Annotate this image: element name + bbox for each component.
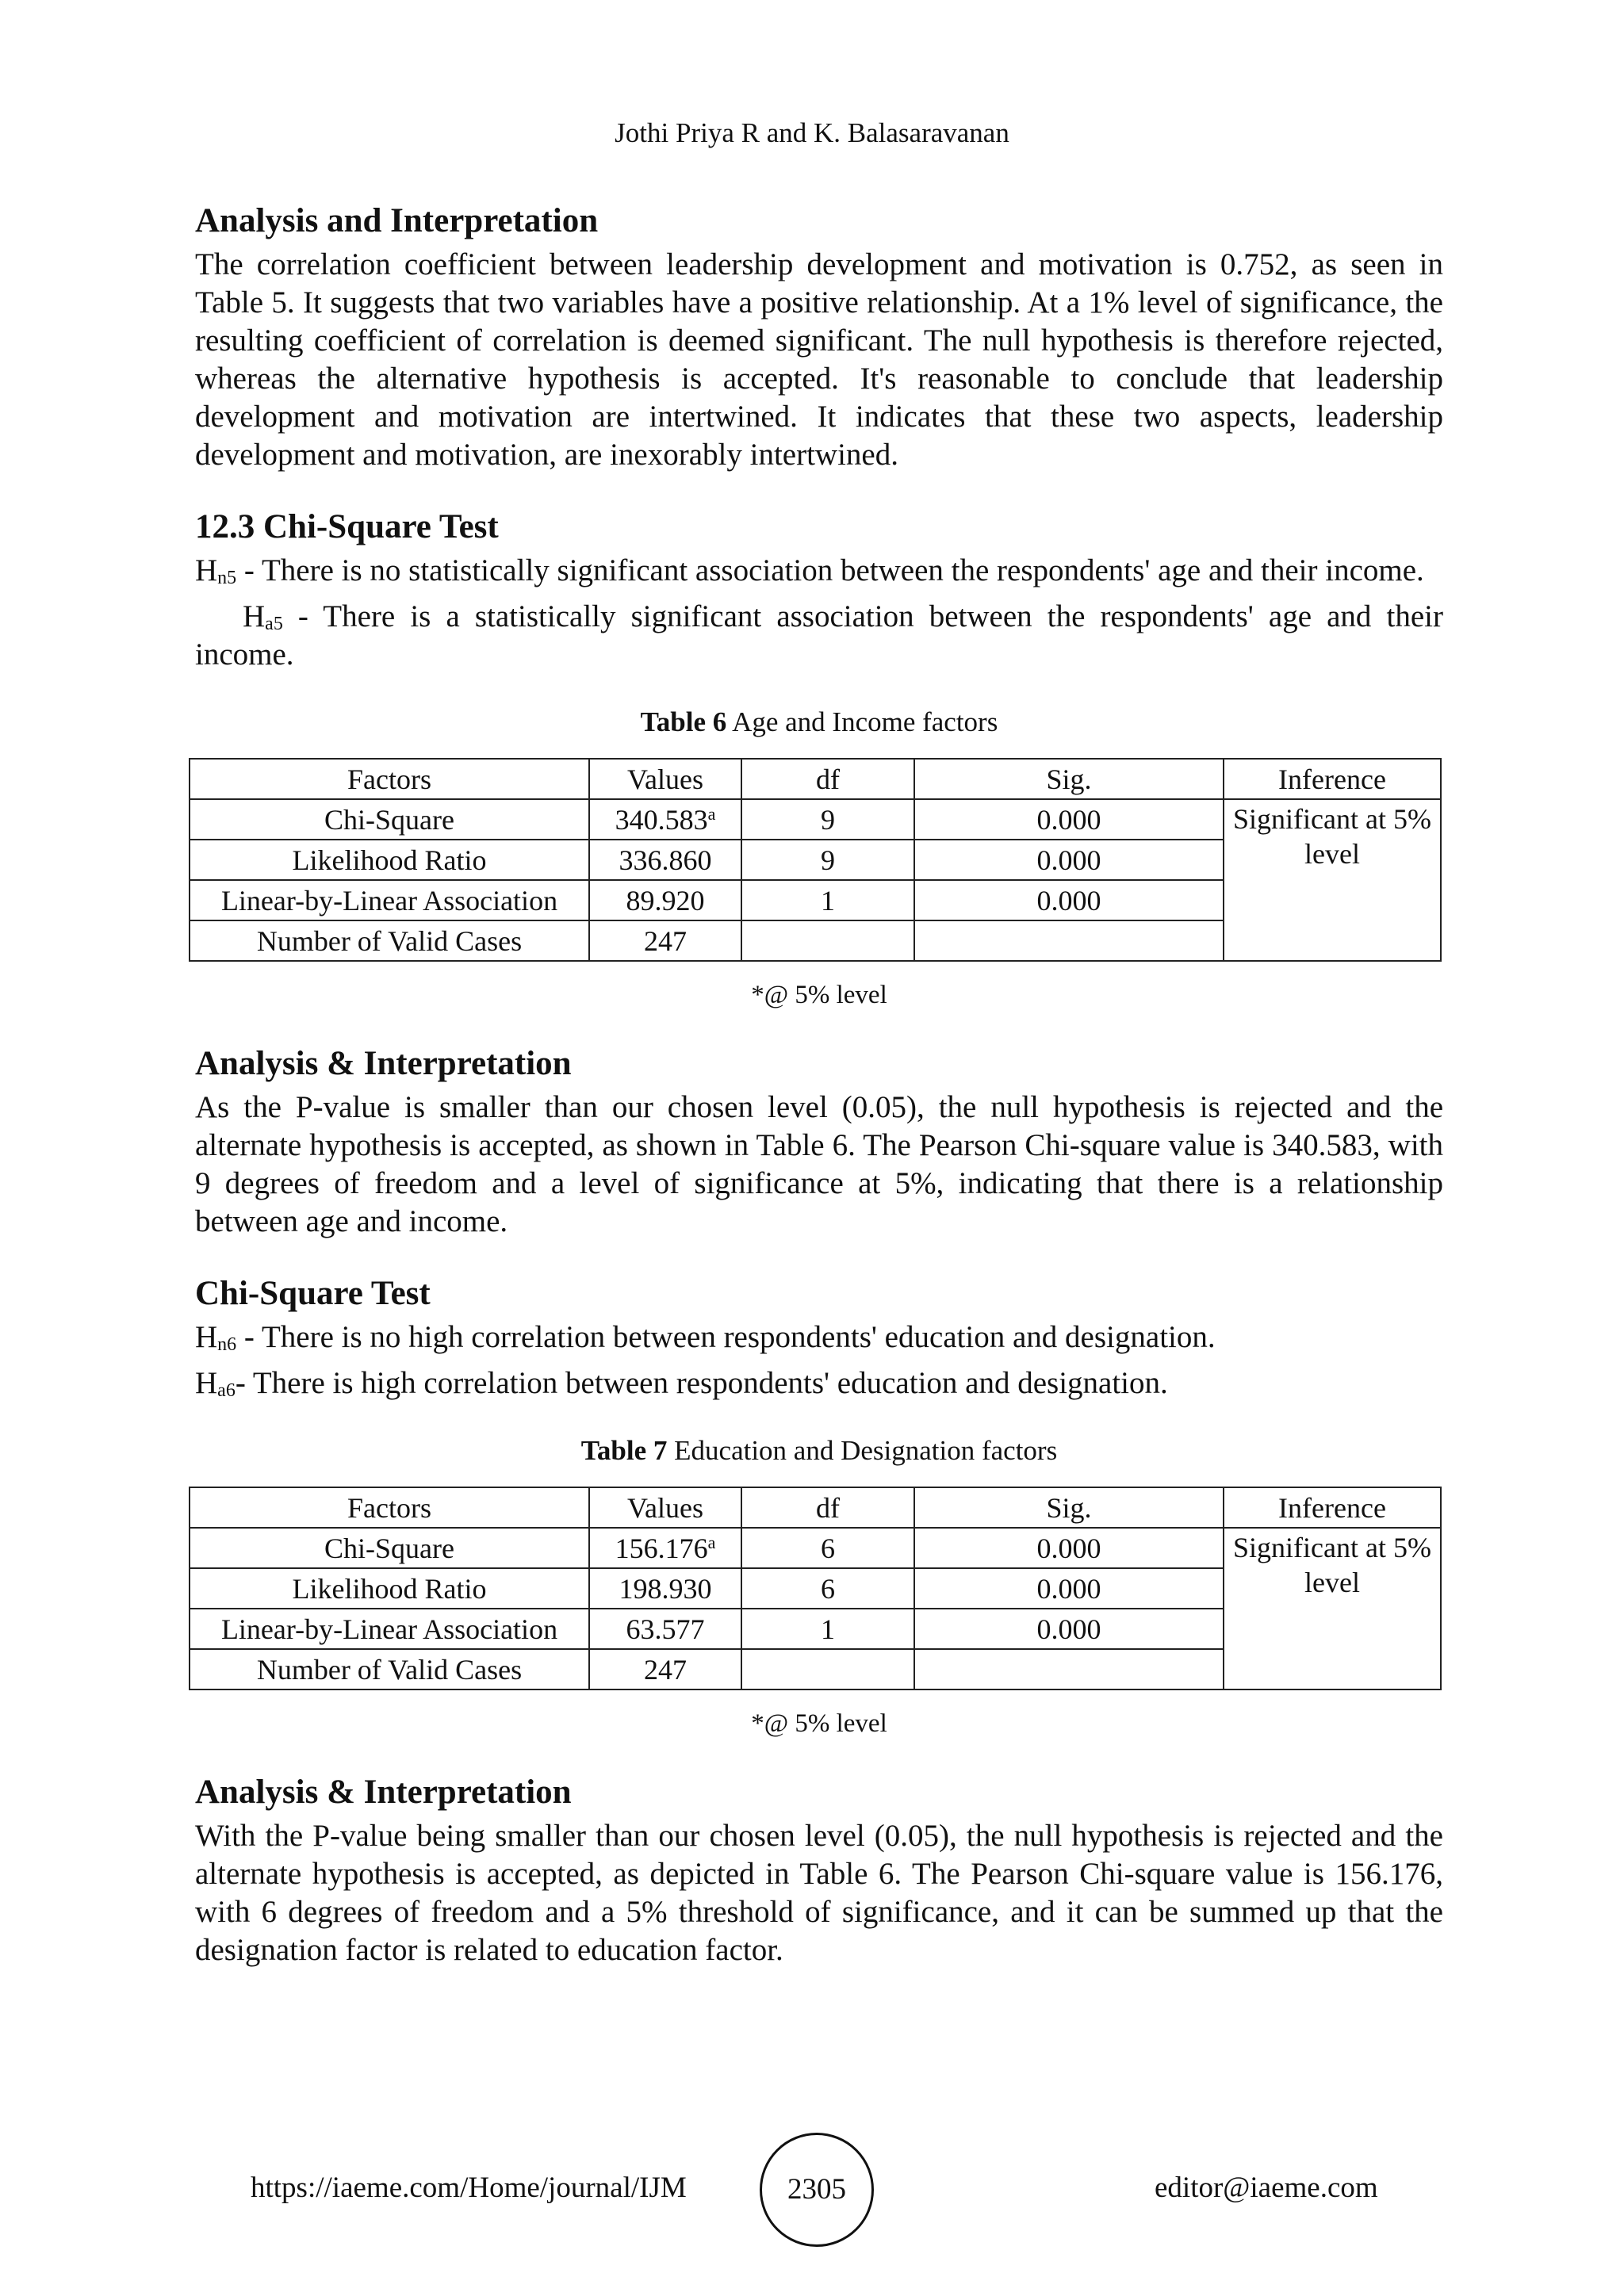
- header-cell: df: [741, 759, 914, 799]
- value-cell: 198.930: [589, 1568, 741, 1609]
- table-row: [190, 799, 1441, 840]
- header-cell: Inference: [1224, 759, 1441, 799]
- value-cell: 89.920: [589, 880, 741, 920]
- sig-cell: [914, 920, 1224, 961]
- analysis-paragraph-correlation: The correlation coefficient between leadership development and motivation is 0.752, as seen in Table 5. It suggests that two variables have a positive relationship. At a 1% level of significance, the resulting coefficient of correlation is deemed significant. The null hypothesis is therefore rejected, whereas the alternative hypothesis is accepted. It's reasonable to conclude that leadership development and motivation are intertwined. It indicates that these two aspects, leadership development and motivation, are inexorably intertwined.: [195, 247, 1443, 472]
- inference-cell: Significant at 5% level: [1224, 799, 1441, 961]
- main-content: [195, 198, 1443, 1969]
- table-row: [190, 1528, 1441, 1568]
- sig-cell: 0.000: [914, 1568, 1224, 1609]
- table-header-row: [190, 1487, 1441, 1528]
- journal-url-link[interactable]: https://iaeme.com/Home/journal/IJM: [251, 2172, 687, 2204]
- page-footer: [0, 2133, 1624, 2252]
- sig-cell: 0.000: [914, 840, 1224, 880]
- value-cell: 247: [589, 920, 741, 961]
- analysis-paragraph-education-designation: With the P-value being smaller than our chosen level (0.05), the null hypothesis is rejected and the alternate hypothesis is accepted, as depicted in Table 6. The Pearson Chi-square value is 156.176, with 6 degrees of freedom and a 5% threshold of significance, and it can be summed up that the designation factor is related to education factor.: [195, 1819, 1443, 1967]
- table-6-caption: Table 6 Age and Income factors: [640, 706, 998, 737]
- header-cell: Factors: [190, 1487, 589, 1528]
- df-cell: 1: [741, 880, 914, 920]
- df-cell: 9: [741, 840, 914, 880]
- factor-cell: Likelihood Ratio: [190, 1568, 589, 1609]
- table-7: [189, 1487, 1442, 1690]
- table-6-note: *@ 5% level: [751, 981, 887, 1009]
- df-cell: [741, 920, 914, 961]
- table-7-caption: Table 7 Education and Designation factors: [580, 1435, 1058, 1466]
- hypothesis-ha6: $H_{a6}-$ There is high correlation between respondents' education and designation.: [195, 1366, 1168, 1401]
- df-cell: 6: [741, 1568, 914, 1609]
- table-header-row: [190, 759, 1441, 799]
- section-heading-chi-square: 12.3 Chi-Square Test: [195, 508, 499, 545]
- page-number-badge: 2305: [760, 2133, 874, 2247]
- table-6: [189, 758, 1442, 962]
- df-cell: 1: [741, 1609, 914, 1649]
- sig-cell: 0.000: [914, 799, 1224, 840]
- header-cell: Factors: [190, 759, 589, 799]
- section-heading-chi-square-2: Chi-Square Test: [195, 1275, 431, 1312]
- df-cell: 6: [741, 1528, 914, 1568]
- hypothesis-ha5: $H_{a5}$ - There is a statistically significant association between the respondents' age and their income.: [195, 599, 1443, 672]
- value-cell: 63.577: [589, 1609, 741, 1649]
- factor-cell: Linear-by-Linear Association: [190, 1609, 589, 1649]
- factor-cell: Linear-by-Linear Association: [190, 880, 589, 920]
- header-cell: Sig.: [914, 759, 1224, 799]
- sig-cell: 0.000: [914, 1609, 1224, 1649]
- df-cell: [741, 1649, 914, 1689]
- value-cell: 247: [589, 1649, 741, 1689]
- sig-cell: 0.000: [914, 1528, 1224, 1568]
- header-cell: Inference: [1224, 1487, 1441, 1528]
- section-heading-analysis: Analysis and Interpretation: [195, 202, 599, 239]
- value-cell: 336.860: [589, 840, 741, 880]
- df-cell: 9: [741, 799, 914, 840]
- table-7-note: *@ 5% level: [751, 1709, 887, 1738]
- inference-cell: Significant at 5% level: [1224, 1528, 1441, 1689]
- editor-email-link[interactable]: editor@iaeme.com: [1155, 2172, 1378, 2204]
- hypothesis-hn5: $H_{n5}$ - There is no statistically significant association between the respondents' age and their income.: [195, 553, 1424, 588]
- analysis-paragraph-age-income: As the P-value is smaller than our chosen level (0.05), the null hypothesis is rejected and the alternate hypothesis is accepted, as shown in Table 6. The Pearson Chi-square value is 340.583, with 9 degrees of freedom and a level of significance at 5%, indicating that there is a relationship between age and income.: [195, 1090, 1443, 1238]
- sig-cell: [914, 1649, 1224, 1689]
- header-cell: df: [741, 1487, 914, 1528]
- header-cell: Values: [589, 1487, 741, 1528]
- factor-cell: Chi-Square: [190, 799, 589, 840]
- section-heading-analysis-3: Analysis & Interpretation: [195, 1774, 572, 1811]
- header-cell: Sig.: [914, 1487, 1224, 1528]
- value-cell: 340.583$^a$: [589, 799, 741, 840]
- header-cell: Values: [589, 759, 741, 799]
- running-header: Jothi Priya R and K. Balasaravanan: [615, 117, 1009, 148]
- hypothesis-hn6: $H_{n6}$ - There is no high correlation between respondents' education and designation.: [195, 1320, 1216, 1355]
- sig-cell: 0.000: [914, 880, 1224, 920]
- value-cell: 156.176$^a$: [589, 1528, 741, 1568]
- factor-cell: Chi-Square: [190, 1528, 589, 1568]
- section-heading-analysis-2: Analysis & Interpretation: [195, 1045, 572, 1082]
- factor-cell: Likelihood Ratio: [190, 840, 589, 880]
- factor-cell: Number of Valid Cases: [190, 1649, 589, 1689]
- factor-cell: Number of Valid Cases: [190, 920, 589, 961]
